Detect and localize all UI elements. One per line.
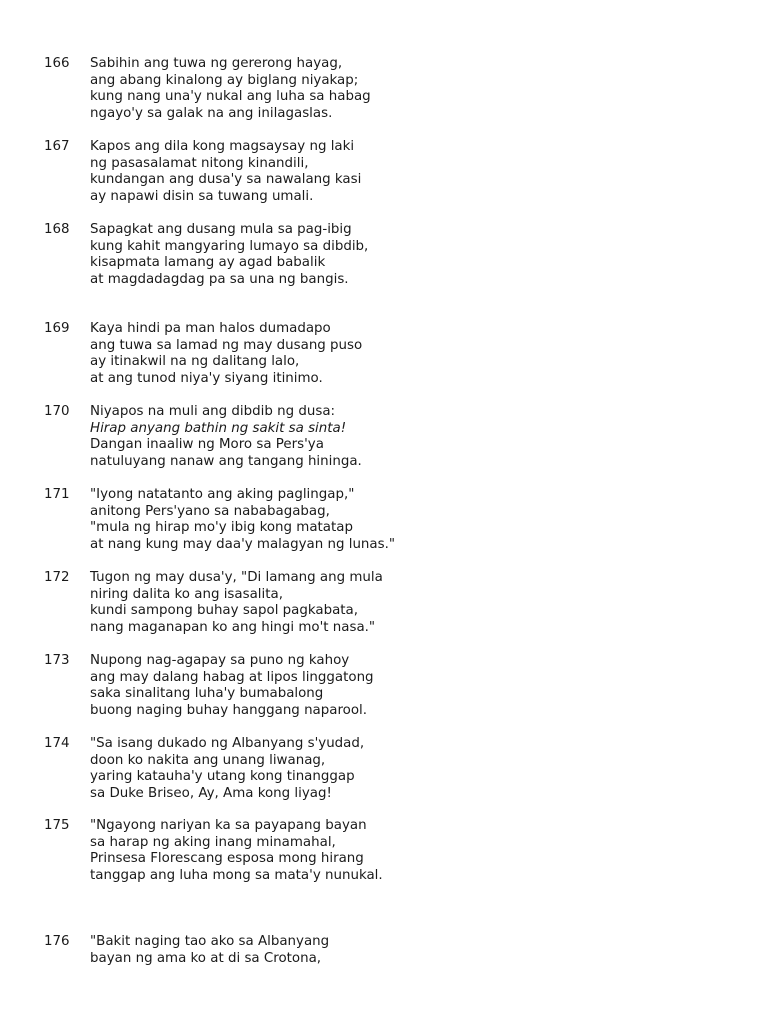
verse-line: ngayo'y sa galak na ang inilagaslas. (90, 105, 333, 121)
verse-line: Kapos ang dila kong magsaysay ng laki (90, 139, 355, 154)
verse-line: at nang kung may daa'y malagyan ng lunas." (90, 536, 396, 552)
verse-line: Sabihin ang tuwa ng gererong hayag, (90, 56, 343, 71)
verse-line: tanggap ang luha mong sa mata'y nunukal. (90, 867, 383, 883)
verse-line: ay napawi disin sa tuwang umali. (90, 188, 314, 204)
verse-line: Prinsesa Florescang esposa mong hirang (90, 851, 364, 867)
verse-line: at ang tunod niya'y siyang itinimo. (90, 370, 323, 386)
stanza-lines (90, 570, 740, 636)
stanza-number: 171 (44, 487, 70, 502)
verse-line: ang may dalang habag at lipos linggatong (90, 669, 374, 685)
stanza-lines (90, 934, 740, 967)
verse-line: Dangan inaaliw ng Moro sa Pers'ya (90, 437, 324, 453)
verse-line: ang abang kinalong ay biglang niyakap; (90, 72, 359, 88)
stanza-number: 175 (44, 818, 70, 833)
verse-line: kung nang una'y nukal ang luha sa habag (90, 89, 371, 105)
stanza-number: 167 (44, 139, 70, 154)
verse-line: ng pasasalamat nitong kinandili, (90, 155, 309, 171)
verse-line: Sapagkat ang dusang mula sa pag-ibig (90, 222, 352, 237)
verse-line: sa Duke Briseo, Ay, Ama kong liyag! (90, 785, 332, 801)
stanza-number: 168 (44, 222, 70, 237)
verse-line: Kaya hindi pa man halos dumadapo (90, 321, 331, 336)
stanza-lines (90, 321, 740, 387)
verse-line: "Ngayong nariyan ka sa payapang bayan (90, 818, 367, 833)
verse-line: anitong Pers'yano sa nababagabag, (90, 503, 330, 519)
verse-line: ay itinakwil na ng dalitang lalo, (90, 354, 300, 370)
verse-line: kisapmata lamang ay agad babalik (90, 255, 326, 271)
verse-line: doon ko nakita ang unang liwanag, (90, 752, 326, 768)
verse-line: kundi sampong buhay sapol pagkabata, (90, 603, 359, 619)
verse-line: bayan ng ama ko at di sa Crotona, (90, 950, 322, 966)
stanza-lines (90, 736, 740, 802)
stanza-number: 174 (44, 736, 70, 751)
stanza-number: 169 (44, 321, 70, 336)
stanza-number: 176 (44, 934, 70, 949)
verse-line: Nupong nag-agapay sa puno ng kahoy (90, 653, 350, 668)
stanza-number: 166 (44, 56, 70, 71)
stanza-lines (90, 139, 740, 205)
verse-line: buong naging buhay hanggang naparool. (90, 702, 368, 718)
verse-line: Tugon ng may dusa'y, "Di lamang ang mula (90, 570, 383, 585)
stanza-number: 170 (44, 404, 70, 419)
verse-line: "mula ng hirap mo'y ibig kong matatap (90, 520, 353, 536)
stanza-lines (90, 653, 740, 719)
verse-line: sa harap ng aking inang minamahal, (90, 834, 336, 850)
verse-line: kung kahit mangyaring lumayo sa dibdib, (90, 238, 369, 254)
stanza-lines (90, 222, 740, 288)
verse-line: kundangan ang dusa'y sa nawalang kasi (90, 172, 362, 188)
stanza-lines (90, 56, 740, 122)
verse-line: yaring katauha'y utang kong tinanggap (90, 769, 355, 785)
verse-line: "Iyong natatanto ang aking paglingap," (90, 487, 355, 502)
verse-line: natuluyang nanaw ang tangang hininga. (90, 453, 362, 469)
verse-line: nang maganapan ko ang hingi mo't nasa." (90, 619, 376, 635)
stanza-number: 172 (44, 570, 70, 585)
verse-line: "Sa isang dukado ng Albanyang s'yudad, (90, 736, 365, 751)
verse-line: Niyapos na muli ang dibdib ng dusa: (90, 404, 336, 419)
verse-line: "Bakit naging tao ako sa Albanyang (90, 934, 330, 949)
stanza-lines (90, 487, 740, 553)
verse-line: saka sinalitang luha'y bumabalong (90, 686, 324, 702)
stanza-number: 173 (44, 653, 70, 668)
verse-line: niring dalita ko ang isasalita, (90, 586, 283, 602)
verse-line: Hirap anyang bathin ng sakit sa sinta! (90, 420, 347, 436)
verse-line: ang tuwa sa lamad ng may dusang puso (90, 337, 363, 353)
stanza-lines (90, 404, 740, 470)
verse-line: at magdadagdag pa sa una ng bangis. (90, 271, 349, 287)
stanza-lines (90, 818, 740, 884)
